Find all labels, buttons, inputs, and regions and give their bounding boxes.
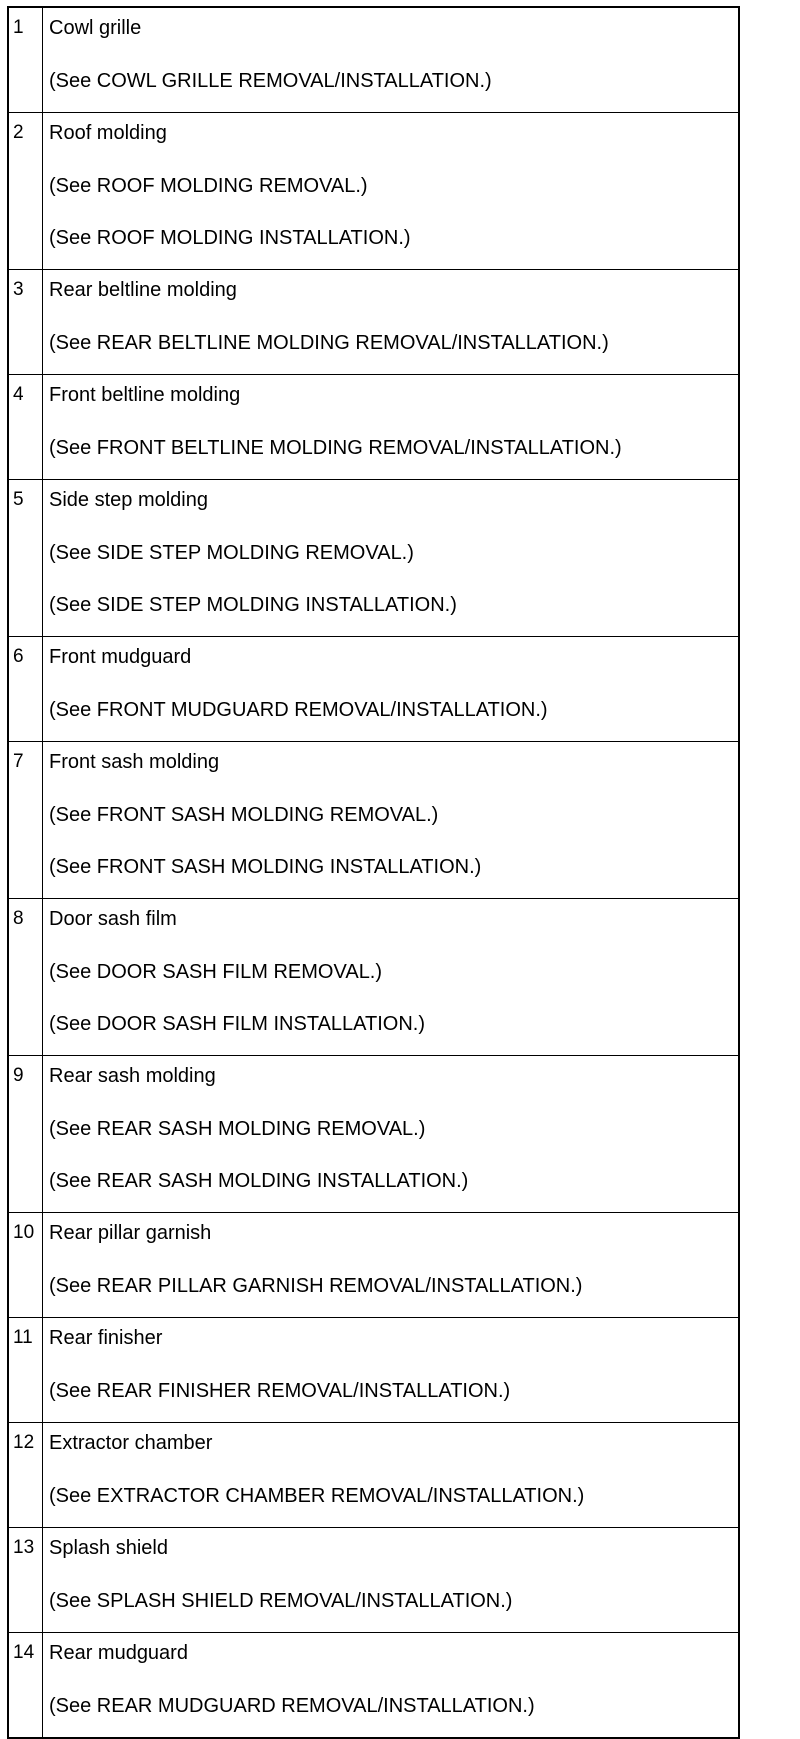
item-number: 12 [9, 1423, 43, 1527]
item-text-cell [43, 8, 738, 112]
table-row [9, 375, 738, 480]
part-name: Door sash film [49, 908, 177, 930]
item-text-cell [43, 1423, 738, 1527]
item-text-cell [43, 899, 738, 1055]
item-text-cell [43, 375, 738, 479]
procedure-reference: (See REAR SASH MOLDING REMOVAL.) [49, 1118, 426, 1140]
table-row [9, 113, 738, 270]
table-row [9, 8, 738, 113]
item-text-cell [43, 1633, 738, 1737]
procedure-reference: (See FRONT MUDGUARD REMOVAL/INSTALLATION.) [49, 699, 548, 721]
part-name: Rear finisher [49, 1327, 163, 1349]
table-row [9, 1423, 738, 1528]
procedure-reference: (See EXTRACTOR CHAMBER REMOVAL/INSTALLATION.) [49, 1485, 585, 1507]
table-row [9, 1528, 738, 1633]
table-row [9, 1056, 738, 1213]
procedure-reference: (See COWL GRILLE REMOVAL/INSTALLATION.) [49, 70, 492, 92]
table-row [9, 637, 738, 742]
item-number: 2 [9, 113, 43, 269]
item-text-cell [43, 113, 738, 269]
item-number: 6 [9, 637, 43, 741]
item-number: 14 [9, 1633, 43, 1737]
procedure-reference: (See FRONT BELTLINE MOLDING REMOVAL/INSTALLATION.) [49, 437, 622, 459]
item-number: 11 [9, 1318, 43, 1422]
part-name: Rear mudguard [49, 1642, 188, 1664]
item-number: 8 [9, 899, 43, 1055]
procedure-reference: (See FRONT SASH MOLDING INSTALLATION.) [49, 856, 482, 878]
part-name: Rear sash molding [49, 1065, 216, 1087]
procedure-reference: (See DOOR SASH FILM REMOVAL.) [49, 961, 383, 983]
part-name: Roof molding [49, 122, 167, 144]
item-text-cell [43, 742, 738, 898]
table-row [9, 899, 738, 1056]
procedure-reference: (See REAR SASH MOLDING INSTALLATION.) [49, 1170, 469, 1192]
part-name: Front beltline molding [49, 384, 241, 406]
procedure-reference: (See DOOR SASH FILM INSTALLATION.) [49, 1013, 425, 1035]
item-text-cell [43, 270, 738, 374]
table-row [9, 742, 738, 899]
item-text-cell [43, 480, 738, 636]
procedure-reference: (See FRONT SASH MOLDING REMOVAL.) [49, 804, 439, 826]
procedure-reference: (See SPLASH SHIELD REMOVAL/INSTALLATION.) [49, 1590, 513, 1612]
item-text-cell [43, 1213, 738, 1317]
table-row [9, 1633, 738, 1737]
procedure-reference: (See SIDE STEP MOLDING INSTALLATION.) [49, 594, 457, 616]
part-name: Cowl grille [49, 17, 142, 39]
table-row [9, 270, 738, 375]
item-text-cell [43, 1318, 738, 1422]
procedure-reference: (See ROOF MOLDING INSTALLATION.) [49, 227, 411, 249]
table-row [9, 1318, 738, 1423]
item-number: 9 [9, 1056, 43, 1212]
part-name: Extractor chamber [49, 1432, 213, 1454]
procedure-reference: (See ROOF MOLDING REMOVAL.) [49, 175, 368, 197]
parts-table [7, 6, 740, 1739]
procedure-reference: (See REAR BELTLINE MOLDING REMOVAL/INSTALLATION.) [49, 332, 609, 354]
item-number: 1 [9, 8, 43, 112]
table-row [9, 1213, 738, 1318]
item-number: 4 [9, 375, 43, 479]
part-name: Rear pillar garnish [49, 1222, 212, 1244]
item-number: 3 [9, 270, 43, 374]
procedure-reference: (See REAR MUDGUARD REMOVAL/INSTALLATION.) [49, 1695, 535, 1717]
part-name: Rear beltline molding [49, 279, 237, 301]
item-text-cell [43, 637, 738, 741]
item-text-cell [43, 1528, 738, 1632]
item-number: 7 [9, 742, 43, 898]
part-name: Side step molding [49, 489, 208, 511]
item-number: 13 [9, 1528, 43, 1632]
procedure-reference: (See REAR FINISHER REMOVAL/INSTALLATION.) [49, 1380, 511, 1402]
item-text-cell [43, 1056, 738, 1212]
procedure-reference: (See SIDE STEP MOLDING REMOVAL.) [49, 542, 414, 564]
table-row [9, 480, 738, 637]
part-name: Front mudguard [49, 646, 192, 668]
procedure-reference: (See REAR PILLAR GARNISH REMOVAL/INSTALLATION.) [49, 1275, 583, 1297]
item-number: 10 [9, 1213, 43, 1317]
item-number: 5 [9, 480, 43, 636]
part-name: Splash shield [49, 1537, 168, 1559]
part-name: Front sash molding [49, 751, 220, 773]
